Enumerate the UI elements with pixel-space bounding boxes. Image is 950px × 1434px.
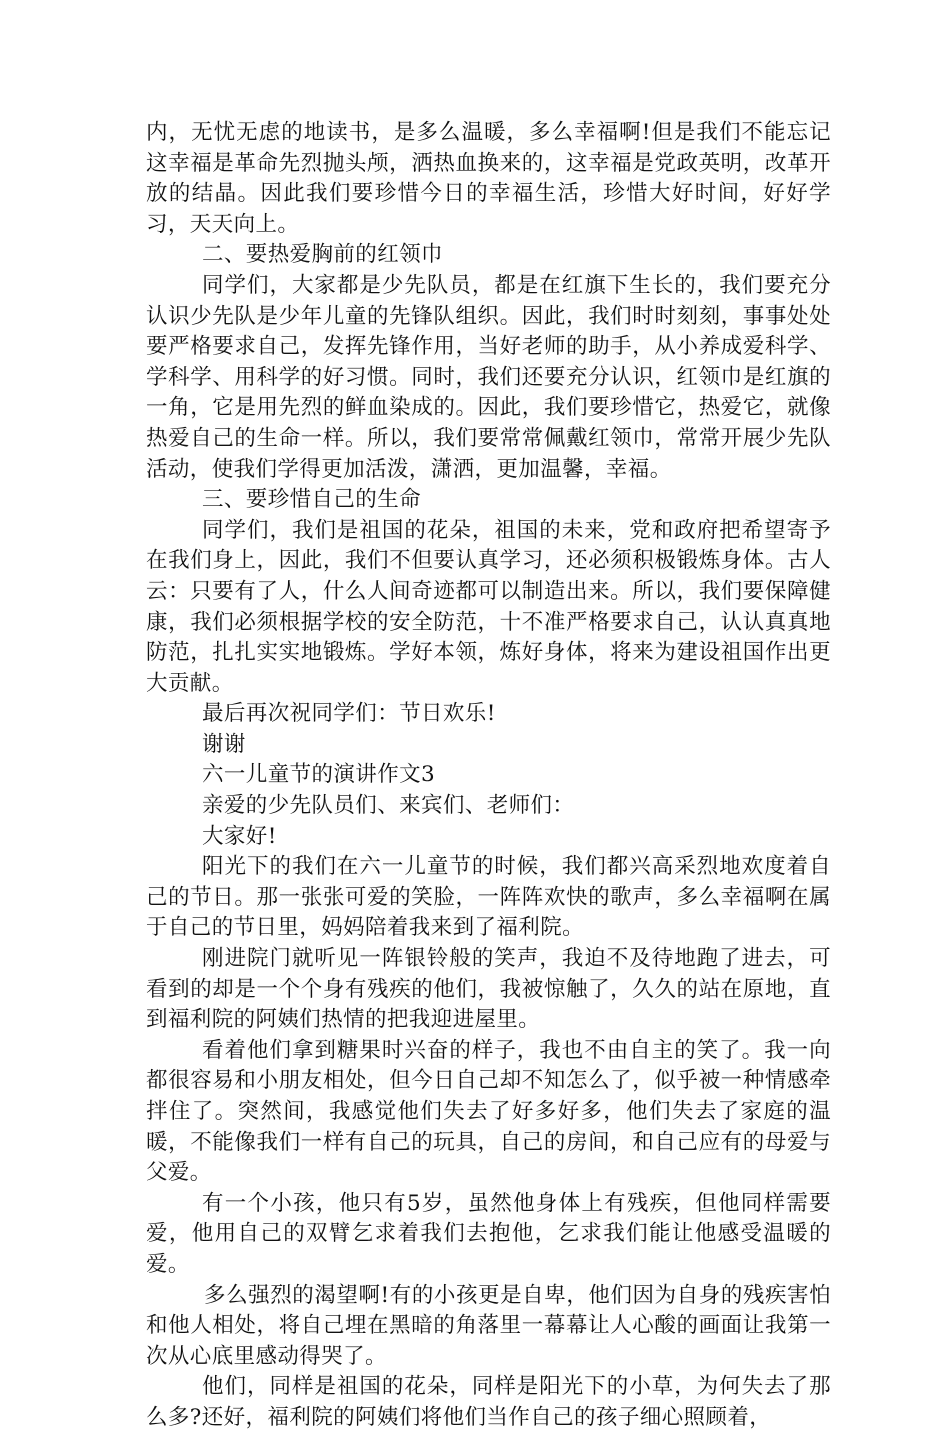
paragraph: 同学们，大家都是少先队员，都是在红旗下生长的，我们要充分认识少先队是少年儿童的先锋队组织。因此，我们时时刻刻，事事处处要严格要求自己，发挥先锋作用，当好老师的助手，从小养成爱科学、学科学、用科学的好习惯。同时，我们还要充分认识，红领巾是红旗的一角，它是用先烈的鲜血染成的。因此，我们要珍惜它，热爱它，就像热爱自己的生命一样。所以，我们要常常佩戴红领巾，常常开展少先队活动，使我们学得更加活泼，潇洒，更加温馨，幸福。	[146, 272, 831, 482]
section-heading: 二、要热爱胸前的红领巾	[202, 242, 443, 268]
essay-title: 六一儿童节的演讲作文3	[202, 762, 436, 788]
document-body	[146, 118, 831, 1434]
paragraph: 刚进院门就听见一阵银铃般的笑声，我迫不及待地跑了进去，可看到的却是一个个身有残疾的他们，我被惊触了，久久的站在原地，直到福利院的阿姨们热情的把我迎进屋里。	[146, 946, 831, 1033]
paragraph: 内，无忧无虑的地读书，是多么温暖，多么幸福啊!但是我们不能忘记这幸福是革命先烈抛头颅，洒热血换来的，这幸福是党政英明，改革开放的结晶。因此我们要珍惜今日的幸福生活，珍惜大好时间，好好学习，天天向上。	[146, 120, 831, 237]
paragraph: 他们，同样是祖国的花朵，同样是阳光下的小草，为何失去了那么多?还好，福利院的阿姨们将他们当作自己的孩子细心照顾着，	[146, 1374, 831, 1430]
section-heading: 三、要珍惜自己的生命	[202, 487, 422, 513]
paragraph: 看着他们拿到糖果时兴奋的样子，我也不由自主的笑了。我一向都很容易和小朋友相处，但今日自己却不知怎么了，似乎被一种情感牵拌住了。突然间，我感觉他们失去了好多好多，他们失去了家庭的温暖，不能像我们一样有自己的玩具，自己的房间，和自己应有的母爱与父爱。	[146, 1037, 831, 1186]
paragraph: 多么强烈的渴望啊!有的小孩更是自卑，他们因为自身的残疾害怕和他人相处，将自己埋在黑暗的角落里一幕幕让人心酸的画面让我第一次从心底里感动得哭了。	[146, 1282, 831, 1369]
paragraph: 谢谢	[202, 731, 246, 757]
paragraph: 最后再次祝同学们：节日欢乐!	[202, 701, 496, 727]
paragraph: 同学们，我们是祖国的花朵，祖国的未来，党和政府把希望寄予在我们身上，因此，我们不但要认真学习，还必须积极锻炼身体。古人云：只要有了人，什么人间奇迹都可以制造出来。所以，我们要保障健康，我们必须根据学校的安全防范，十不准严格要求自己，认认真真地防范，扎扎实实地锻炼。学好本领，炼好身体，将来为建设祖国作出更大贡献。	[146, 517, 831, 696]
paragraph: 阳光下的我们在六一儿童节的时候，我们都兴高采烈地欢度着自己的节日。那一张张可爱的笑脸，一阵阵欢快的歌声，多么幸福啊在属于自己的节日里，妈妈陪着我来到了福利院。	[146, 854, 831, 941]
paragraph: 有一个小孩，他只有5岁，虽然他身体上有残疾，但他同样需要爱，他用自己的双臂乞求着我们去抱他，乞求我们能让他感受温暖的爱。	[146, 1190, 831, 1277]
greeting: 大家好!	[202, 823, 277, 849]
salutation: 亲爱的少先队员们、来宾们、老师们：	[202, 793, 575, 819]
